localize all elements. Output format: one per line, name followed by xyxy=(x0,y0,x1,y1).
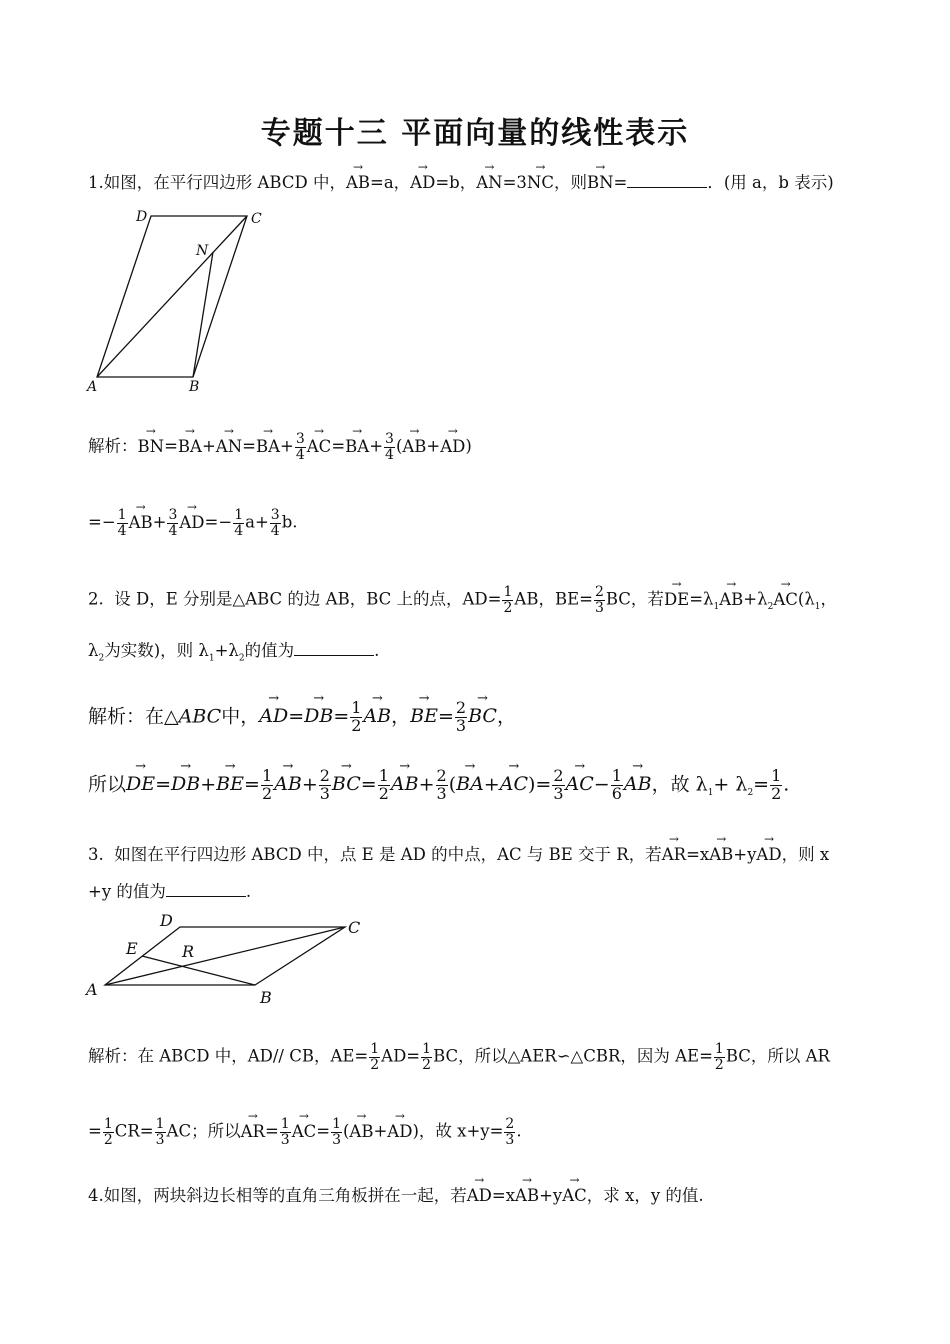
label-n: N xyxy=(196,243,209,259)
svg-text:B: B xyxy=(260,988,272,1007)
figure-1-parallelogram xyxy=(80,200,280,400)
solution-3-line-1: 解析：在 ABCD 中，AD// CB，AE= $\frac{1}{2}$ AD= $\frac{1}{2}$ BC，所以△AER∽△CBR，因为 AE= $\frac{1}{2}$ BC，所以 AR xyxy=(88,1041,830,1073)
solution-1-line-1: 解析：→ BN=→ BA+→ AN=→ BA+ $\frac{3}{4}$ → AC=→ BA+ $\frac{3}{4}$ (→ AB+→ AD) xyxy=(88,432,472,462)
answer-blank xyxy=(294,641,374,656)
solution-2-line-1: 解析：在△ABC中，→ AD=→ DB= $\frac{1}{2}$ → AB，→ BE= $\frac{2}{3}$ → BC， xyxy=(88,700,516,735)
question-3-line-2: +y 的值为 . xyxy=(88,882,252,901)
question-2-line-2: $\lambda_2$为实数)，则 $\lambda_1+\lambda_2$的值为 . xyxy=(88,641,380,664)
question-2-line-1: 2. 设 D，E 分别是△ABC 的边 AB，BC 上的点，AD= $\frac{1}{2}$ AB，BE= $\frac{2}{3}$ BC，若→ $DE=\lambda_1\to AB+\lambda_2\to AC(\lambda_1$， xyxy=(88,585,837,615)
label-a: A xyxy=(87,379,98,395)
label-d: D xyxy=(136,209,148,225)
label-c: C xyxy=(251,211,262,227)
page-title: 专题十三 平面向量的线性表示 xyxy=(260,116,690,151)
question-1: 1.如图，在平行四边形 ABCD 中，→ AB=a，→ AD=b，→ AN=3→ NC，则→ BN= ．(用 a，b 表示) xyxy=(88,173,834,192)
svg-text:D: D xyxy=(160,911,173,930)
solution-3-line-2: = $\frac{1}{2}$ CR= $\frac{1}{3}$ AC；所以→ AR= $\frac{1}{3}$ → AC= $\frac{1}{3}$ (→ AB+→ AD)，故 x+y= $\frac{2}{3}$ . xyxy=(88,1117,522,1147)
solution-2-line-2: 所以→ DE=→ DB+→ BE= $\frac{1}{2}$ → AB+ $\frac{2}{3}$ → BC= $\frac{1}{2}$ → AB+ $\frac{2}{3}$ (→ BA+→ AC)= $\frac{2}{3}$ → AC− $\frac{1}{6}$ → AB，故 $\lambda_1+ \lambda_2=$ $\frac{1}{2}$ . xyxy=(88,768,789,803)
question-4: 4.如图，两块斜边长相等的直角三角板拼在一起，若→ AD=x→ AB+y→ AC，求 x，y 的值. xyxy=(88,1188,704,1205)
figure-3-parallelogram xyxy=(80,905,380,1015)
answer-blank xyxy=(166,882,246,897)
svg-text:C: C xyxy=(348,918,361,937)
label-b: B xyxy=(189,379,200,395)
svg-text:R: R xyxy=(182,942,195,961)
answer-blank xyxy=(627,173,707,188)
question-3-line-1: 3. 如图在平行四边形 ABCD 中，点 E 是 AD 的中点，AC 与 BE 交于 R，若→ AR=x→ AB+y→ AD，则 x xyxy=(88,847,829,864)
solution-1-line-2: =− $\frac{1}{4}$ → AB+ $\frac{3}{4}$ → AD=− $\frac{1}{4}$ a+ $\frac{3}{4}$ b. xyxy=(88,508,298,538)
svg-text:A: A xyxy=(86,980,98,999)
svg-text:E: E xyxy=(126,939,138,958)
